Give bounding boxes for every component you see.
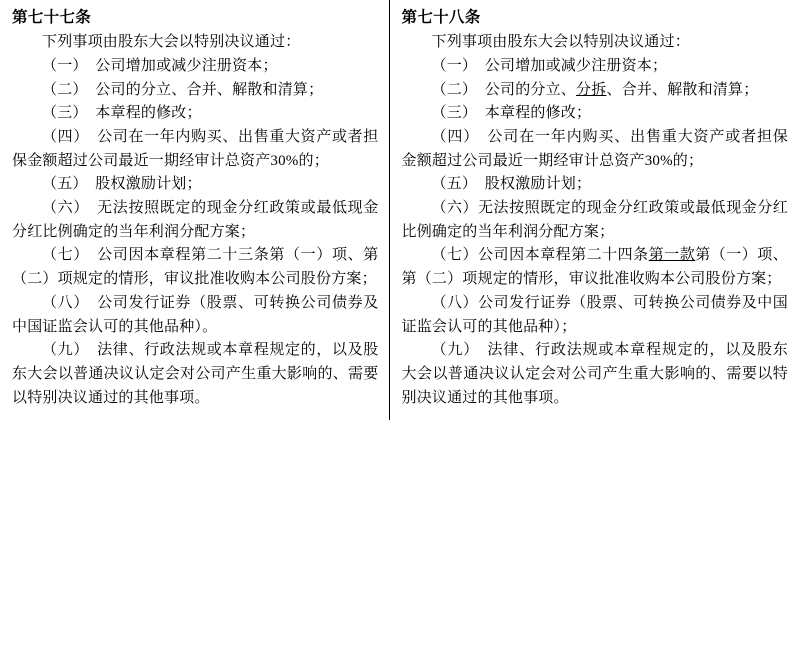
- left-article-title: 第七十七条: [12, 9, 92, 26]
- right-article-item-5-segment-1: （五） 股权激励计划；: [431, 176, 592, 193]
- left-article-item-5: （五） 股权激励计划；: [42, 176, 202, 193]
- right-article-lead: 下列事项由股东大会以特别决议通过：: [431, 34, 690, 51]
- right-article-items: [402, 55, 789, 410]
- right-article-item-4-segment-1: （四） 公司在一年内购买、出售重大资产或者担保金额超过公司最近一期经审计总资产30%的；: [401, 129, 788, 169]
- right-article-item-6: [402, 197, 789, 244]
- right-article-item-6-segment-1: （六）无法按照既定的现金分红政策或最低现金分红比例确定的当年利润分配方案；: [401, 200, 788, 240]
- left-article-item-8: （八） 公司发行证券（股票、可转换公司债券及中国证监会认可的其他品种）。: [12, 294, 379, 335]
- right-article-item-4: [402, 126, 789, 173]
- left-article-item-3: （三） 本章程的修改；: [42, 105, 202, 122]
- left-article-item-4: （四） 公司在一年内购买、出售重大资产或者担保金额超过公司最近一期经审计总资产30%的；: [12, 129, 379, 169]
- right-article-item-9-segment-1: （九） 法律、行政法规或本章程规定的，以及股东大会以普通决议认定会对公司产生重大影响的、需要以特别决议通过的其他事项。: [401, 342, 788, 406]
- left-article-item-7: （七） 公司因本章程第二十三条第（一）项、第（二）项规定的情形，审议批准收购本公司股份方案；: [12, 247, 379, 288]
- right-article-item-7-underlined-segment: 第一款: [648, 247, 696, 264]
- right-article-item-2-segment-1: （二） 公司的分立、: [431, 81, 577, 98]
- right-article-item-7-segment-3: 第（一）项、第（二）项规定的情形，审议批准收购本公司股份方案；: [401, 247, 788, 288]
- right-article-cell: [389, 0, 798, 420]
- right-article-item-1-segment-1: （一） 公司增加或减少注册资本；: [431, 57, 668, 74]
- right-article-item-2-segment-3: 、合并、解散和清算；: [606, 81, 759, 98]
- left-article-item-6: （六） 无法按照既定的现金分红政策或最低现金分红比例确定的当年利润分配方案；: [12, 200, 379, 240]
- right-article-item-2-underlined-segment: 分拆: [576, 81, 607, 98]
- left-article-lead: 下列事项由股东大会以特别决议通过：: [42, 34, 301, 51]
- right-article-item-9: [402, 339, 789, 410]
- right-article-item-3: [402, 102, 789, 126]
- left-article-item-1: （一） 公司增加或减少注册资本；: [42, 57, 278, 74]
- right-article-item-7-segment-1: （七）公司因本章程第二十四条: [431, 247, 649, 264]
- right-article-title: 第七十八条: [401, 9, 481, 26]
- left-article-item-2: （二） 公司的分立、合并、解散和清算；: [42, 81, 324, 98]
- left-article-cell: [0, 0, 389, 420]
- right-article-item-3-segment-1: （三） 本章程的修改；: [431, 105, 592, 122]
- right-article-item-8: [402, 292, 789, 339]
- left-article-item-9: （九） 法律、行政法规或本章程规定的，以及股东大会以普通决议认定会对公司产生重大影响的、需要以特别决议通过的其他事项。: [12, 342, 379, 406]
- right-article-item-8-segment-1: （八）公司发行证券（股票、可转换公司债券及中国证监会认可的其他品种）；: [401, 294, 788, 335]
- right-article-item-2: [402, 79, 789, 103]
- right-article-item-7: [402, 244, 789, 291]
- right-article-item-5: [402, 173, 789, 197]
- right-article-item-1: [402, 55, 789, 79]
